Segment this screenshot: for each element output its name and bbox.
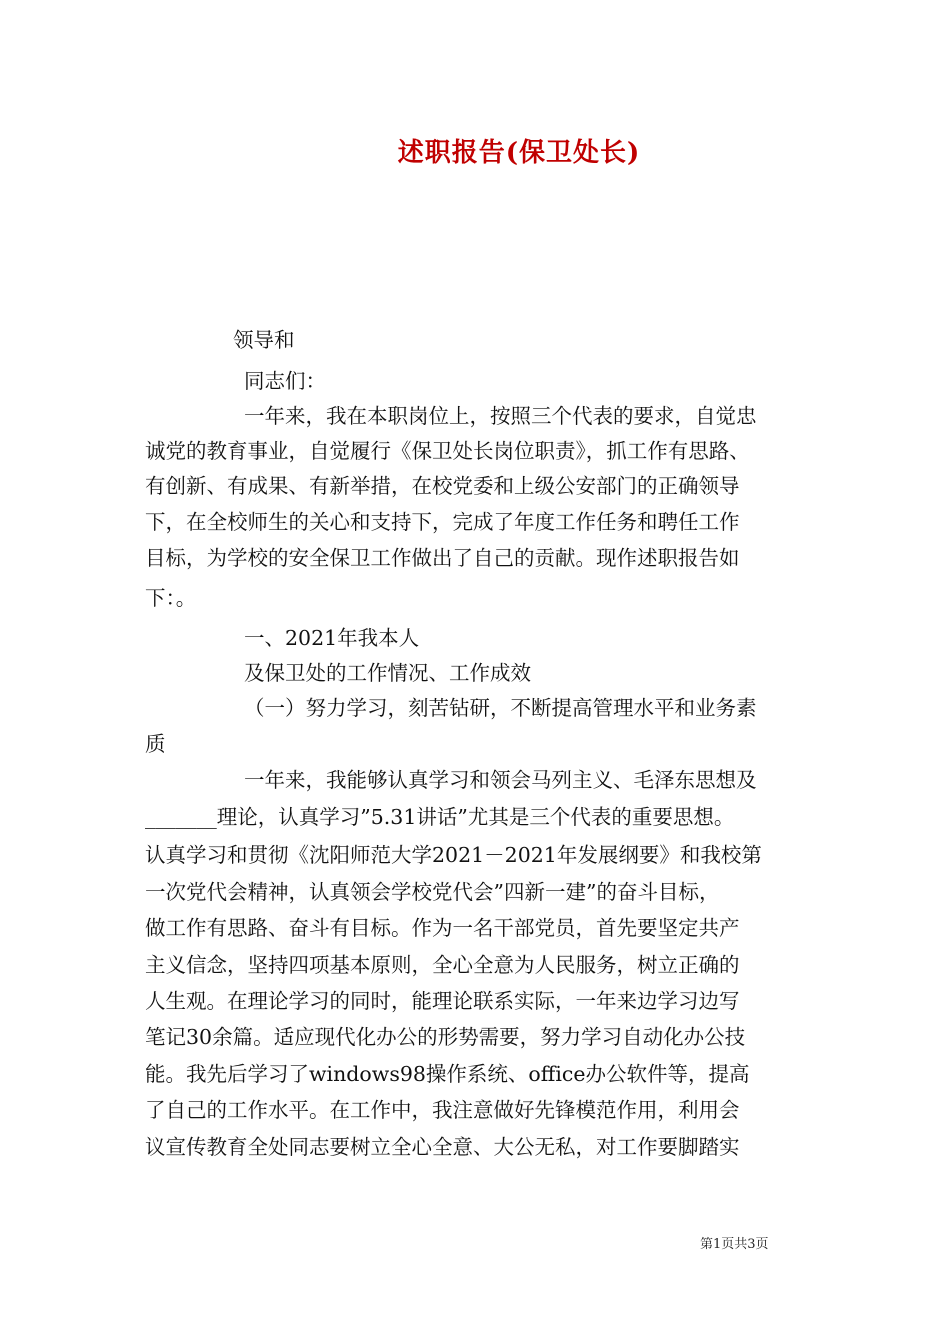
- paragraph-2-line-8: 笔记30余篇。适应现代化办公的形势需要，努力学习自动化办公技: [145, 1025, 746, 1049]
- heading-1-line-2: 及保卫处的工作情况、工作成效: [244, 661, 531, 685]
- paragraph-2-line-11: 议宣传教育全处同志要树立全心全意、大公无私，对工作要脚踏实: [145, 1135, 740, 1159]
- paragraph-1-line-5: 目标，为学校的安全保卫工作做出了自己的贡献。现作述职报告如: [145, 546, 740, 570]
- salutation-line-1: 领导和: [233, 328, 295, 352]
- paragraph-2-line-2: _______理论，认真学习”5.31讲话”尤其是三个代表的重要思想。: [145, 805, 735, 829]
- paragraph-1-line-3: 有创新、有成果、有新举措，在校党委和上级公安部门的正确领导: [145, 474, 740, 498]
- paragraph-2-line-1: 一年来，我能够认真学习和领会马列主义、毛泽东思想及: [244, 768, 757, 792]
- paragraph-2-line-5: 做工作有思路、奋斗有目标。作为一名干部党员，首先要坚定共产: [145, 916, 740, 940]
- paragraph-2-line-7: 人生观。在理论学习的同时，能理论联系实际，一年来边学习边写: [145, 989, 740, 1013]
- paragraph-2-line-6: 主义信念，坚持四项基本原则，全心全意为人民服务，树立正确的: [145, 953, 740, 977]
- salutation-line-2: 同志们：: [244, 369, 326, 393]
- page-number: 第1页共3页: [700, 1237, 769, 1252]
- paragraph-1-line-4: 下，在全校师生的关心和支持下，完成了年度工作任务和聘任工作: [145, 510, 740, 534]
- paragraph-2-line-9: 能。我先后学习了windows98操作系统、office办公软件等，提高: [145, 1062, 750, 1086]
- paragraph-2-line-3: 认真学习和贯彻《沈阳师范大学2021－2021年发展纲要》和我校第: [145, 843, 762, 867]
- paragraph-2-line-10: 了自己的工作水平。在工作中，我注意做好先锋模范作用，利用会: [145, 1098, 740, 1122]
- paragraph-1-line-1: 一年来，我在本职岗位上，按照三个代表的要求，自觉忠: [244, 404, 757, 428]
- paragraph-1-line-2: 诚党的教育事业，自觉履行《保卫处长岗位职责》，抓工作有思路、: [145, 439, 750, 463]
- subheading-1-line-2: 质: [145, 732, 166, 756]
- document-title: 述职报告(保卫处长): [397, 138, 641, 168]
- heading-1-line-1: 一、2021年我本人: [244, 626, 420, 650]
- subheading-1-line-1: （一）努力学习，刻苦钻研，不断提高管理水平和业务素: [244, 696, 757, 720]
- paragraph-2-line-4: 一次党代会精神，认真领会学校党代会”四新一建”的奋斗目标，: [145, 880, 720, 904]
- paragraph-1-line-6: 下：。: [145, 586, 197, 610]
